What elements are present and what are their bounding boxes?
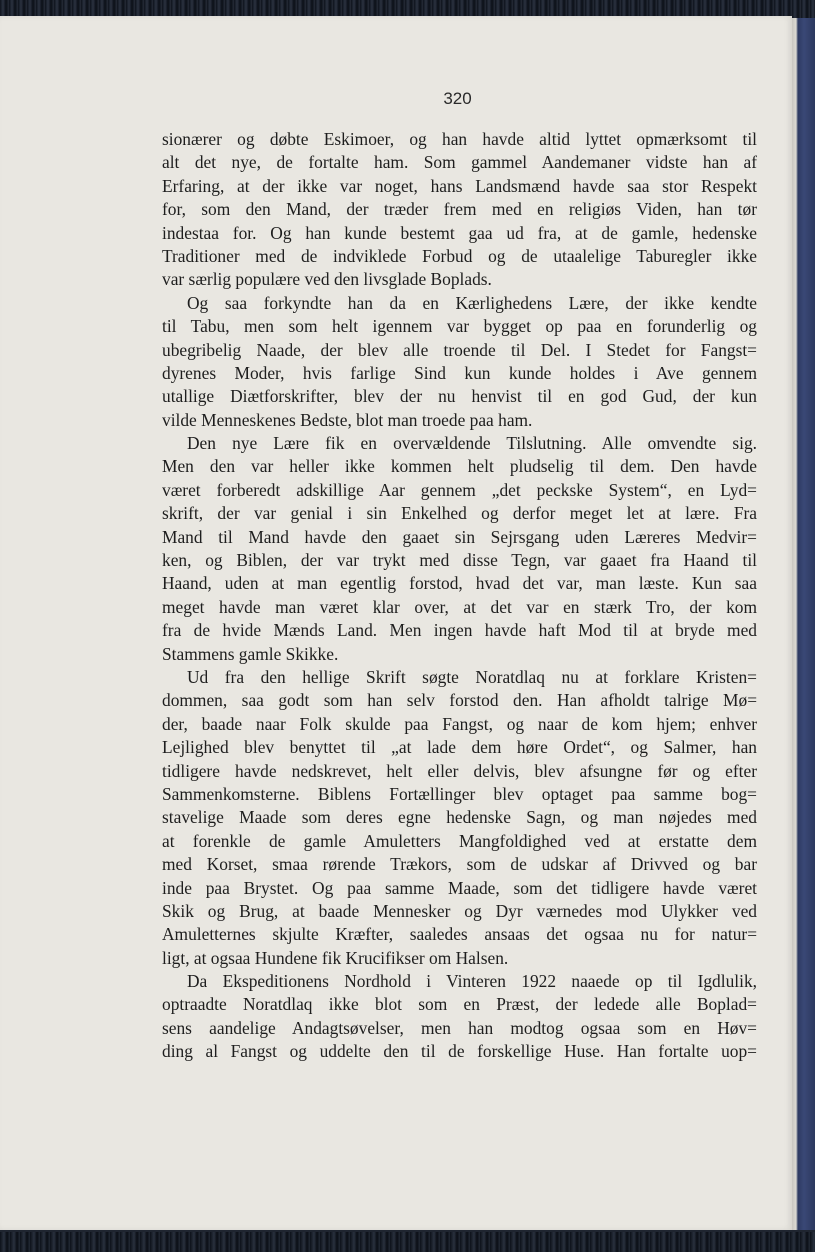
text-line: vilde Menneskenes Bedste, blot man troede paa ham. bbox=[162, 409, 533, 430]
text-line: optraadte Noratdlaq ikke blot som en Præst, der ledede alle Boplad= bbox=[162, 994, 757, 1015]
text-line: Erfaring, at der ikke var noget, hans Landsmænd havde saa stor Respekt bbox=[162, 175, 757, 196]
text-line: ken, og Biblen, der var trykt med disse Tegn, var gaaet fra Haand til bbox=[162, 550, 757, 571]
text-line: Sammenkomsterne. Biblens Fortællinger blev optaget paa samme bog= bbox=[162, 783, 757, 804]
page-number: 320 bbox=[443, 89, 472, 108]
text-line: til Tabu, men som helt igennem var bygget op paa en forunderlig og bbox=[162, 316, 757, 337]
text-line: med Korset, smaa rørende Trækors, som de udskar af Drivved og bar bbox=[162, 854, 757, 875]
text-line: alt det nye, de fortalte ham. Som gammel Aandemaner vidste han af bbox=[162, 152, 757, 173]
text-line: skrift, der var genial i sin Enkelhed og derfor meget let at lære. Fra bbox=[162, 503, 757, 524]
text-line: ligt, at ogsaa Hundene fik Krucifikser om Halsen. bbox=[162, 947, 509, 968]
text-line: Ud fra den hellige Skrift søgte Noratdlaq nu at forklare Kristen= bbox=[187, 666, 757, 687]
text-line: var særlig populære ved den livsglade Boplads. bbox=[162, 269, 492, 290]
text-line: indestaa for. Og han kunde bestemt gaa ud fra, at de gamle, hedenske bbox=[162, 222, 757, 243]
text-line: Den nye Lære fik en overvældende Tilslutning. Alle omvendte sig. bbox=[187, 433, 757, 454]
scan-border-bottom bbox=[0, 1232, 815, 1252]
body-text bbox=[162, 128, 757, 1064]
text-line: dommen, saa godt som han selv forstod den. Han afholdt talrige Mø= bbox=[162, 690, 757, 711]
text-line: ubegribelig Naade, der blev alle troende til Del. I Stedet for Fangst= bbox=[162, 339, 757, 360]
text-line: utallige Diætforskrifter, blev der nu henvist til en god Gud, der kun bbox=[162, 386, 757, 407]
text-line: for, som den Mand, der træder frem med en religiøs Viden, han tør bbox=[162, 199, 757, 220]
text-line: Haand, uden at man egentlig forstod, hvad det var, man læste. Kun saa bbox=[162, 573, 757, 594]
text-line: ding al Fangst og uddelte den til de forskellige Huse. Han fortalte uop= bbox=[162, 1041, 757, 1062]
text-line: dyrenes Moder, hvis farlige Sind kun kunde holdes i Ave gennem bbox=[162, 362, 757, 383]
text-line: sens aandelige Andagtsøvelser, men han modtog ogsaa som en Høv= bbox=[162, 1017, 757, 1038]
text-line: meget havde man været klar over, at det var en stærk Tro, der kom bbox=[162, 596, 757, 617]
text-line: Og saa forkyndte han da en Kærlighedens Lære, der ikke kendte bbox=[187, 292, 757, 313]
text-line: stavelige Maade som deres egne hedenske Sagn, og man nøjedes med bbox=[162, 807, 757, 828]
text-line: at forenkle de gamle Amuletters Mangfoldighed ved at erstatte dem bbox=[162, 830, 757, 851]
text-line: tidligere havde nedskrevet, helt eller delvis, blev afsungne før og efter bbox=[162, 760, 757, 781]
text-line: Lejlighed blev benyttet til „at lade dem høre Ordet“, og Salmer, han bbox=[162, 737, 757, 758]
text-line: været forberedt adskillige Aar gennem „det peckske System“, en Lyd= bbox=[162, 479, 757, 500]
text-line: Da Ekspeditionens Nordhold i Vinteren 1922 naaede op til Igdlulik, bbox=[187, 971, 757, 992]
text-line: fra de hvide Mænds Land. Men ingen havde haft Mod til at bryde med bbox=[162, 620, 757, 641]
text-line: sionærer og døbte Eskimoer, og han havde altid lyttet opmærksomt til bbox=[162, 129, 757, 149]
text-line: inde paa Brystet. Og paa samme Maade, som det tidligere havde været bbox=[162, 877, 757, 898]
text-line: Mand til Mand havde den gaaet sin Sejrsgang uden Læreres Medvir= bbox=[162, 526, 757, 547]
text-line: der, baade naar Folk skulde paa Fangst, og naar de kom hjem; enhver bbox=[162, 713, 757, 734]
book-edge bbox=[792, 18, 815, 1230]
text-line: Amuletternes skjulte Kræfter, saaledes ansaas det ogsaa nu for natur= bbox=[162, 924, 757, 945]
text-line: Men den var heller ikke kommen helt pludselig til dem. Den havde bbox=[162, 456, 757, 477]
text-line: Skik og Brug, at baade Mennesker og Dyr værnedes mod Ulykker ved bbox=[162, 900, 757, 921]
text-line: Traditioner med de indviklede Forbud og de utaalelige Taburegler ikke bbox=[162, 245, 757, 266]
text-line: Stammens gamle Skikke. bbox=[162, 643, 339, 664]
